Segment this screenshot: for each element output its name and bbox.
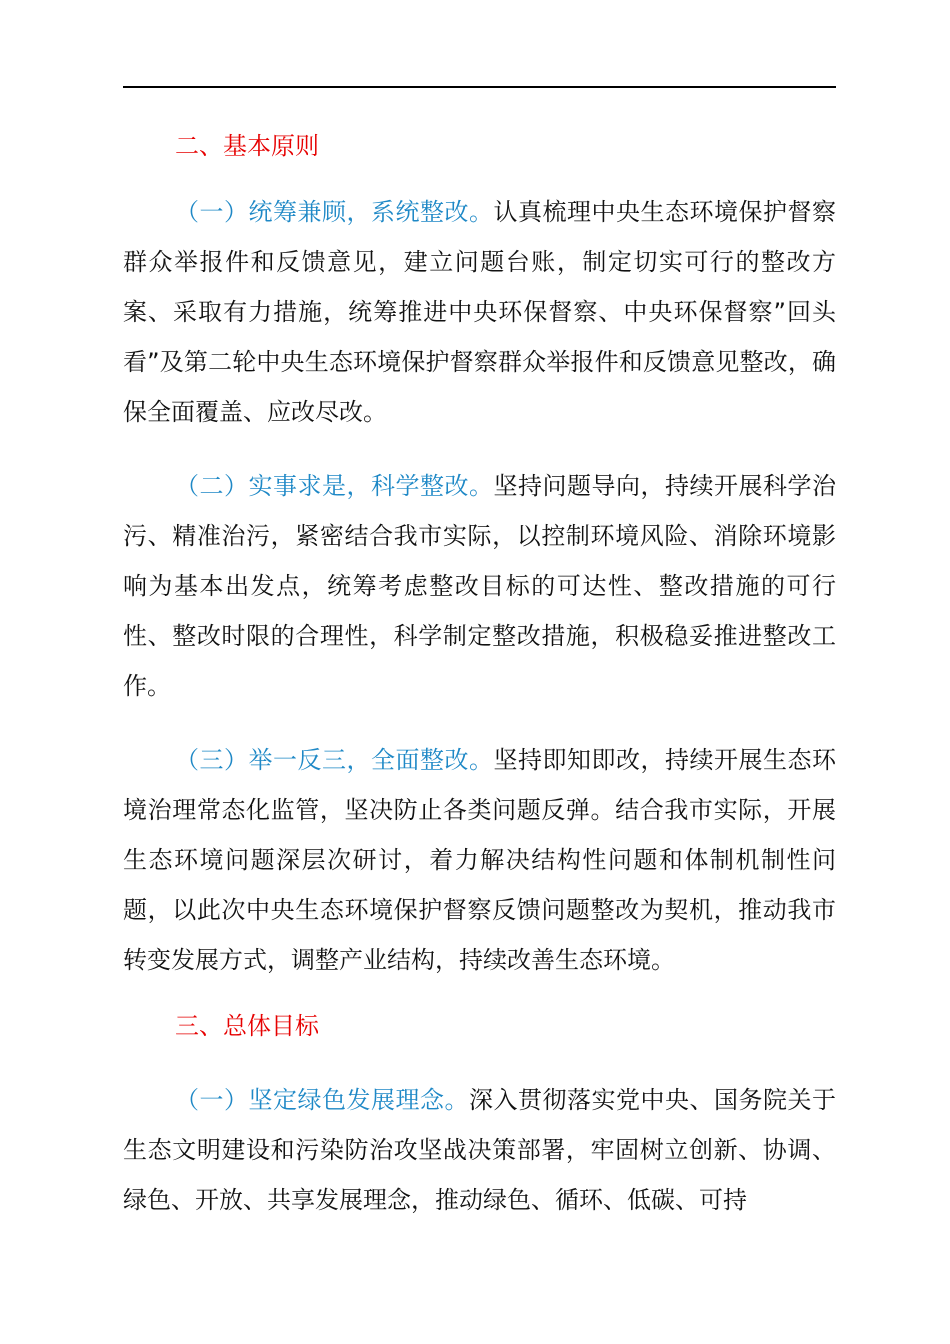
paragraph-lead: （一）统筹兼顾，系统整改。 <box>175 198 494 226</box>
paragraph-text: 坚持即知即改，持续开展生态环境治理常态化监管，坚决防止各类问题反弹。结合我市实际，开展生态环境问题深层次研讨，着力解决结构性问题和体制机制性问题，以此次中央生态环境保护督察反馈问题整改为契机，推动我市转变发展方式，调整产业结构，持续改善生态环境。 <box>123 746 836 974</box>
paragraph-text: 认真梳理中央生态环境保护督察群众举报件和反馈意见，建立问题台账，制定切实可行的整改方案、采取有力措施，统筹推进中央环保督察、中央环保督察”回头看”及第二轮中央生态环境保护督察群众举报件和反馈意见整改，确保全面覆盖、应改尽改。 <box>123 198 836 426</box>
paragraph-text: 深入贯彻落实党中央、国务院关于生态文明建设和污染防治攻坚战决策部署，牢固树立创新、协调、绿色、开放、共享发展理念，推动绿色、循环、低碳、可持 <box>123 1086 836 1214</box>
header-rule <box>123 86 836 88</box>
section-heading-goals: 三、总体目标 <box>175 1012 319 1040</box>
paragraph-lead: （一）坚定绿色发展理念。 <box>175 1086 469 1114</box>
paragraph-goal-1 <box>123 1075 836 1225</box>
paragraph-lead: （三）举一反三，全面整改。 <box>175 746 494 774</box>
paragraph-principle-2 <box>123 461 836 711</box>
paragraph-principle-1 <box>123 187 836 437</box>
document-body <box>123 121 836 1241</box>
paragraph-lead: （二）实事求是，科学整改。 <box>175 472 494 500</box>
paragraph-principle-3 <box>123 735 836 985</box>
paragraph-text: 坚持问题导向，持续开展科学治污、精准治污，紧密结合我市实际，以控制环境风险、消除环境影响为基本出发点，统筹考虑整改目标的可达性、整改措施的可行性、整改时限的合理性，科学制定整改措施，积极稳妥推进整改工作。 <box>123 472 836 700</box>
section-heading-principles: 二、基本原则 <box>175 132 319 160</box>
